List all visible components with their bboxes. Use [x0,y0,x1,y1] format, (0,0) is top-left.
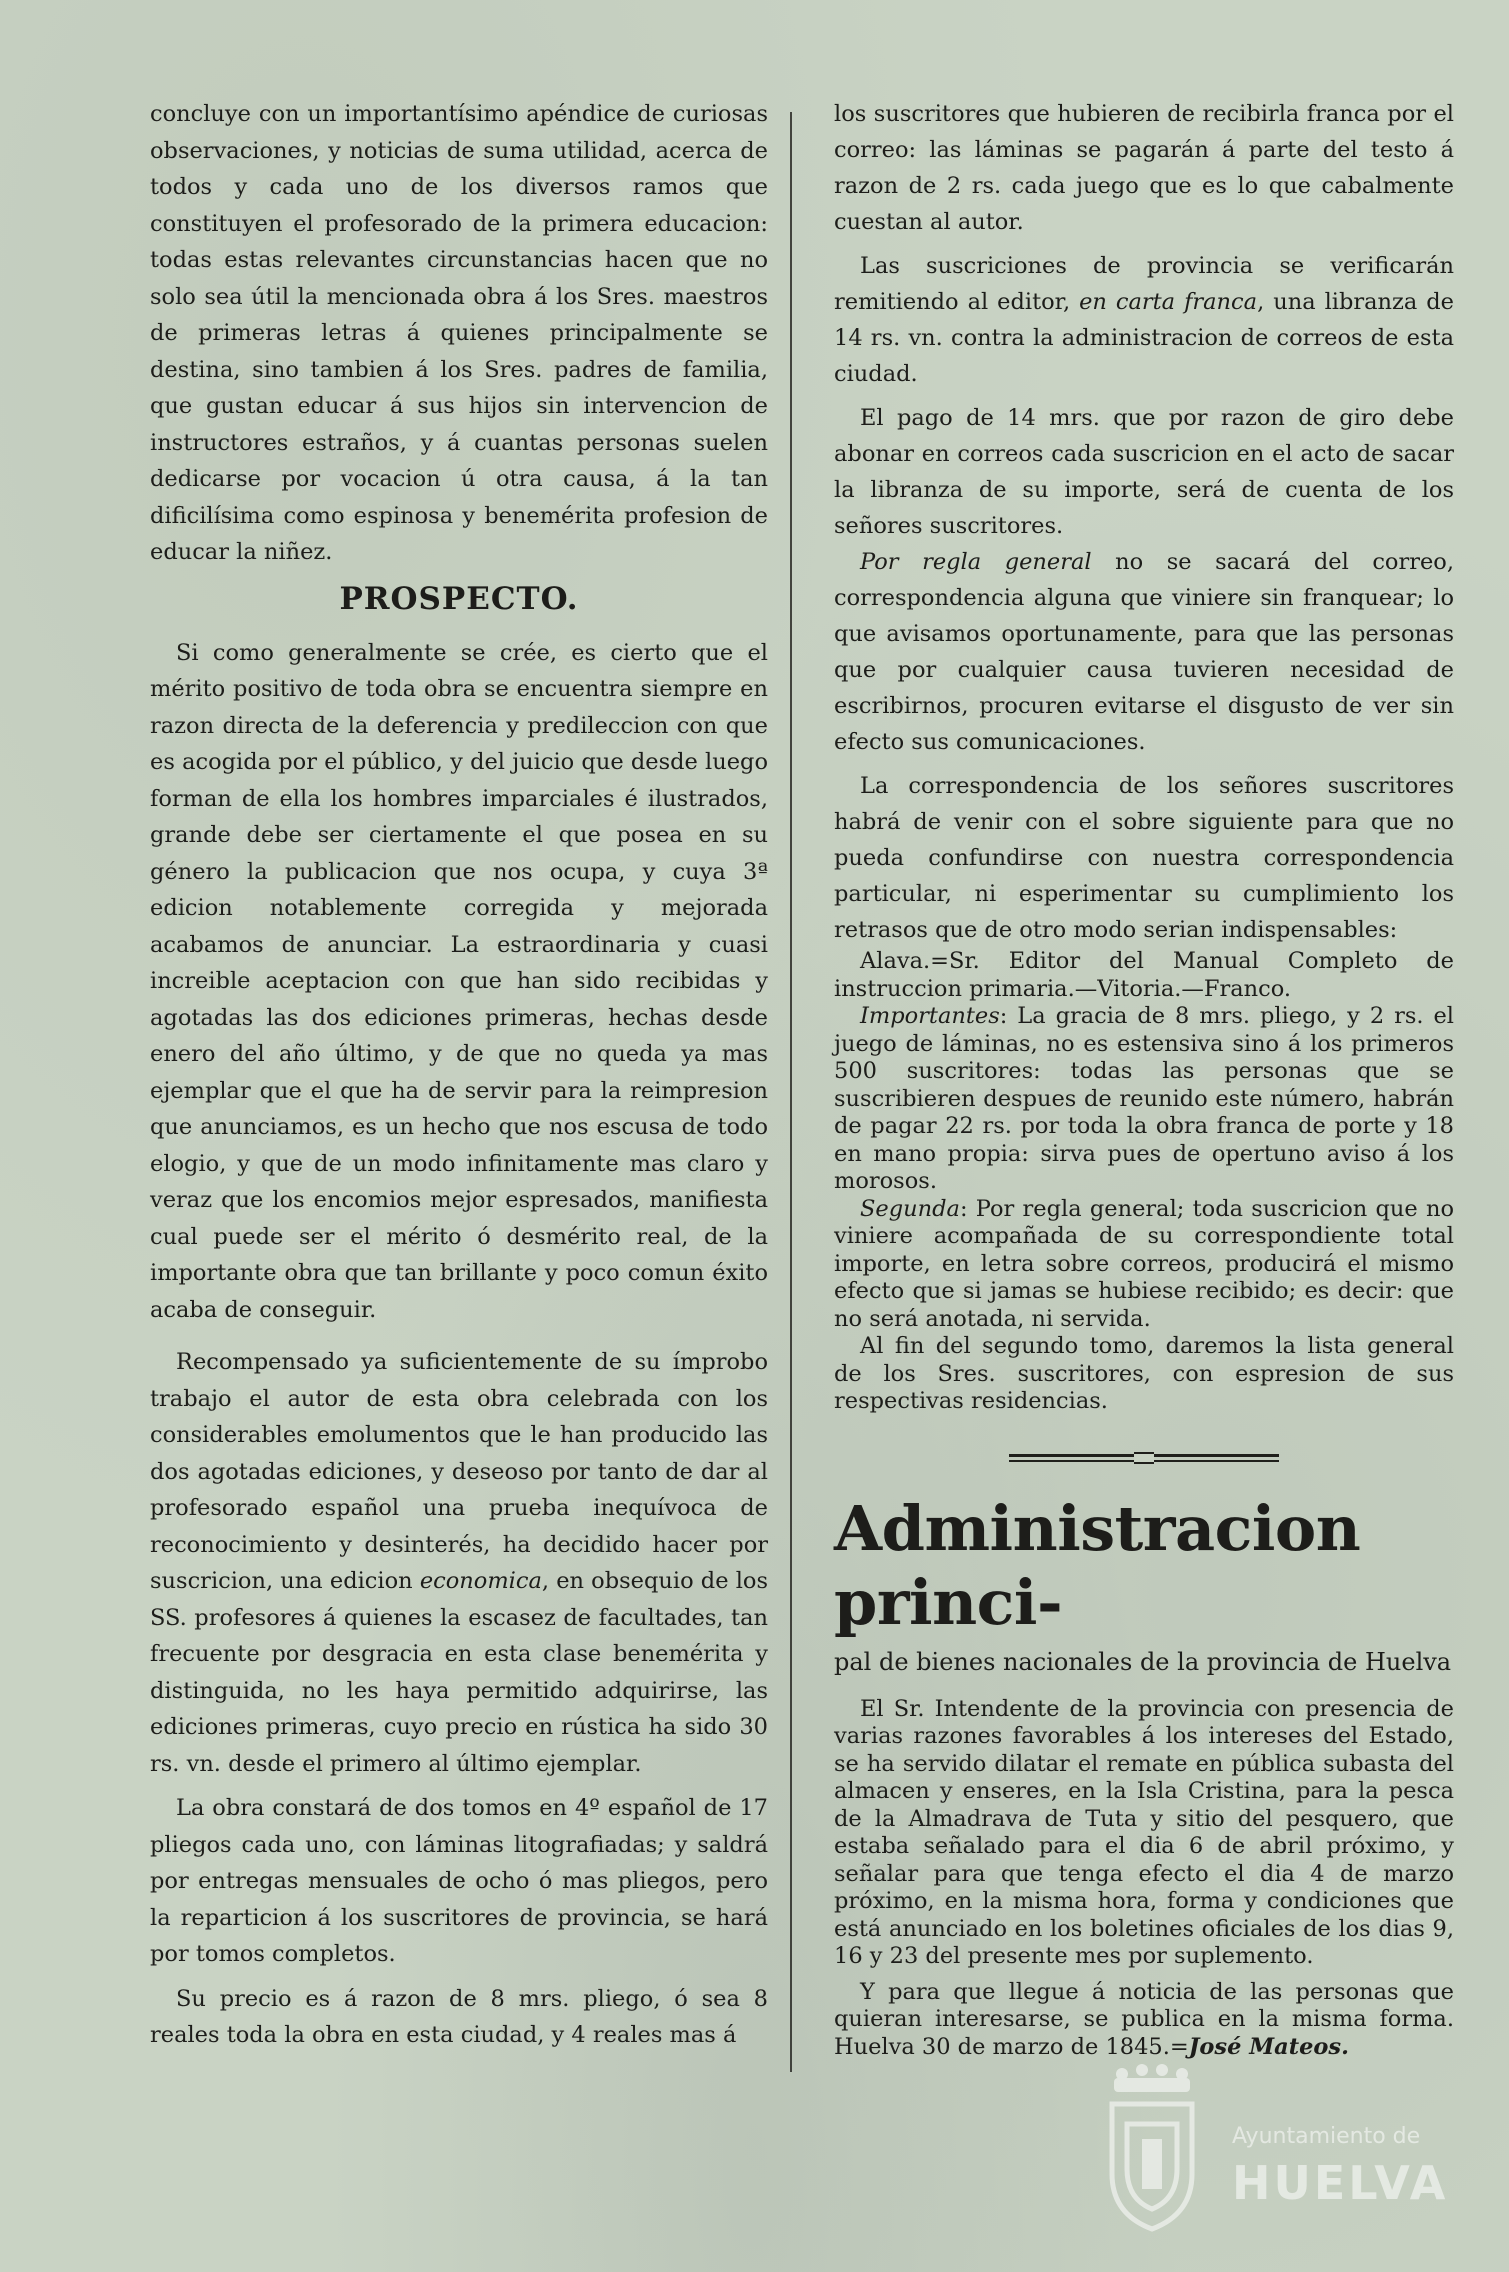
closing-notice: Al fin del segundo tomo, daremos la lista general de los Sres. suscritores, con espresion de sus respectivas residencias. [834,1333,1454,1414]
administracion-paragraph-1: El Sr. Intendente de la provincia con presencia de varias razones favorables á los intereses del Estado, se ha servido dilatar el remate en pública subasta del almacen y enseres, en la Isla Cristina, para la pesca de la Almadrava de Tuta y sitio del pesquero, que estaba señalado para el dia 6 de abril próximo, y señalar para que tenga efecto el dia 4 de marzo próximo, en la misma hora, forma y condiciones que está anunciado en los boletines oficiales de los dias 9, 16 y 23 del presente mes por suplemento. [834,1695,1454,1969]
text-fragment: Las suscriciones de provincia se verificarán remitiendo al editor, [834,253,1454,315]
column-divider [790,112,792,2072]
watermark-line-1: Ayuntamiento de [1232,2124,1421,2149]
watermark-line-2: HUELVA [1232,2156,1449,2210]
right-paragraph-5: La correspondencia de los señores suscritores habrá de venir con el sobre siguiente para que no pueda confundirse con nuestra correspondencia particular, ni esperimentar su cumplimiento los retrasos que de otro modo serian indispensables: [834,773,1454,943]
right-paragraph-3: El pago de 14 mrs. que por razon de giro debe abonar en correos cada suscricion en el acto de sacar la libranza de su importe, será de cuenta de los señores suscritores. [834,405,1454,539]
right-paragraph-4 [834,544,1454,760]
text-fragment: , una libranza de 14 rs. vn. contra la administracion de correos de esta ciudad. [834,289,1454,387]
text-fragment: : La gracia de 8 mrs. pliego, y 2 rs. el juego de láminas, no es estensiva sino á los primeros 500 suscritores: todas las personas que se suscribieren despues de reunido este número, habrán de pagar 22 rs. por toda la obra franca de porte y 18 en mano propia: sirva pues de opertuno aviso á los morosos. [834,1003,1454,1194]
text-fragment: Y para que llegue á noticia de las personas que quieran interesarse, se publica en la misma forma. Huelva 30 de marzo de 1845.= [834,1978,1454,2060]
ayuntamiento-huelva-watermark [1092,2064,1449,2234]
second-notice [834,1196,1454,1334]
administracion-subtitle: pal de bienes nacionales de la provincia de Huelva [834,1647,1452,1676]
emphasis-economica: economica [419,1568,542,1594]
right-column [834,96,1454,2061]
section-divider [1009,1452,1279,1466]
intro-paragraph: concluye con un importantísimo apéndice de curiosas observaciones, y noticias de suma utilidad, acerca de todos y cada uno de los diversos ramos que constituyen el profesorado de la primera educacion: todas estas relevantes circunstancias hacen que no solo sea útil la mencionada obra á los Sres. maestros de primeras letras á quienes principalmente se destina, sino tambien á los Sres. padres de familia, que gustan educar á sus hijos sin intervencion de instructores estraños, y á cuantas personas suelen dedicarse por vocacion ú otra causa, á la tan dificilísima como espinosa y benemérita profesion de educar la niñez. [150,101,768,565]
right-paragraph-2 [834,248,1454,392]
prospecto-paragraph-3: La obra constará de dos tomos en 4º español de 17 pliegos cada uno, con láminas litografiadas; y saldrá por entregas mensuales de ocho ó mas pliegos, pero la reparticion á los suscritores de provincia, se hará por tomos completos. [150,1795,768,1967]
left-column [150,96,768,2054]
address-line: Alava.=Sr. Editor del Manual Completo de instruccion primaria.—Vitoria.—Franco. [834,948,1454,1002]
right-paragraph-1: los suscritores que hubieren de recibirla franca por el correo: las láminas se pagarán á parte del testo á razon de 2 rs. cada juego que es lo que cabalmente cuestan al autor. [834,101,1454,235]
prospecto-paragraph-2 [150,1344,768,1782]
city-shield-icon [1092,2064,1212,2234]
prospecto-paragraph-4: Su precio es á razon de 8 mrs. pliego, ó sea 8 reales toda la obra en esta ciudad, y 4 reales mas á [150,1985,768,2048]
prospecto-paragraph-1: Si como generalmente se crée, es cierto que el mérito positivo de toda obra se encuentra siempre en razon directa de la deferencia y predileccion con que es acogida por el público, y del juicio que desde luego forman de ella los hombres imparciales é ilustrados, grande debe ser ciertamente el que posea en su género la publicacion que nos ocupa, y cuya 3ª edicion notablemente corregida y mejorada acabamos de anunciar. La estraordinaria y cuasi increible aceptacion con que han sido recibidas y agotadas las dos ediciones primeras, hechas desde enero del año último, y de que no queda ya mas ejemplar que el que ha de servir para la reimpresion que anunciamos, es un hecho que nos escusa de todo elogio, y que de un modo infinitamente mas claro y veraz que los encomios mejor espresados, manifiesta cual puede ser el mérito ó desmérito real, de la importante obra que tan brillante y poco comun éxito acaba de conseguir. [150,639,768,1323]
text-fragment: : Por regla general; toda suscricion que no viniere acompañada de su correspondiente total importe, en letra sobre correos, producirá el mismo efecto que si jamas se hubiese recibido; es decir: que no será anotada, ni servida. [834,1195,1454,1332]
text-fragment: no se sacará del correo, correspondencia alguna que viniere sin franquear; lo que avisamos oportunamente, para que las personas que por cualquier causa tuvieren necesidad de escribirnos, procuren evitarse el disgusto de ver sin efecto sus comunicaciones. [834,549,1454,755]
administracion-title: Administracion princi- [834,1491,1361,1639]
text-fragment: , en obsequio de los SS. profesores á quienes la escasez de facultades, tan frecuente por desgracia en esta clase benemérita y distinguida, no les haya permitido adquirirse, las ediciones primeras, cuyo precio en rústica ha sido 30 rs. vn. desde el primero al último ejemplar. [150,1568,768,1777]
label-segunda: Segunda [860,1195,960,1222]
signature: José Mateos. [1188,2033,1349,2060]
important-notice [834,1003,1454,1196]
emphasis-carta-franca: en carta franca [1079,289,1258,315]
prospecto-heading: PROSPECTO. [339,580,579,617]
administracion-paragraph-2 [834,1979,1454,2062]
text-fragment: Recompensado ya suficientemente de su ímprobo trabajo el autor de esta obra celebrada con los considerables emolumentos que le han producido las dos agotadas ediciones, y deseoso por tanto de dar al profesorado español una prueba inequívoca de reconocimiento y desinterés, ha decidido hacer por suscricion, una edicion [150,1349,768,1594]
emphasis-por-regla-general: Por regla general [860,549,1092,575]
label-importantes: Importantes [860,1003,1000,1029]
